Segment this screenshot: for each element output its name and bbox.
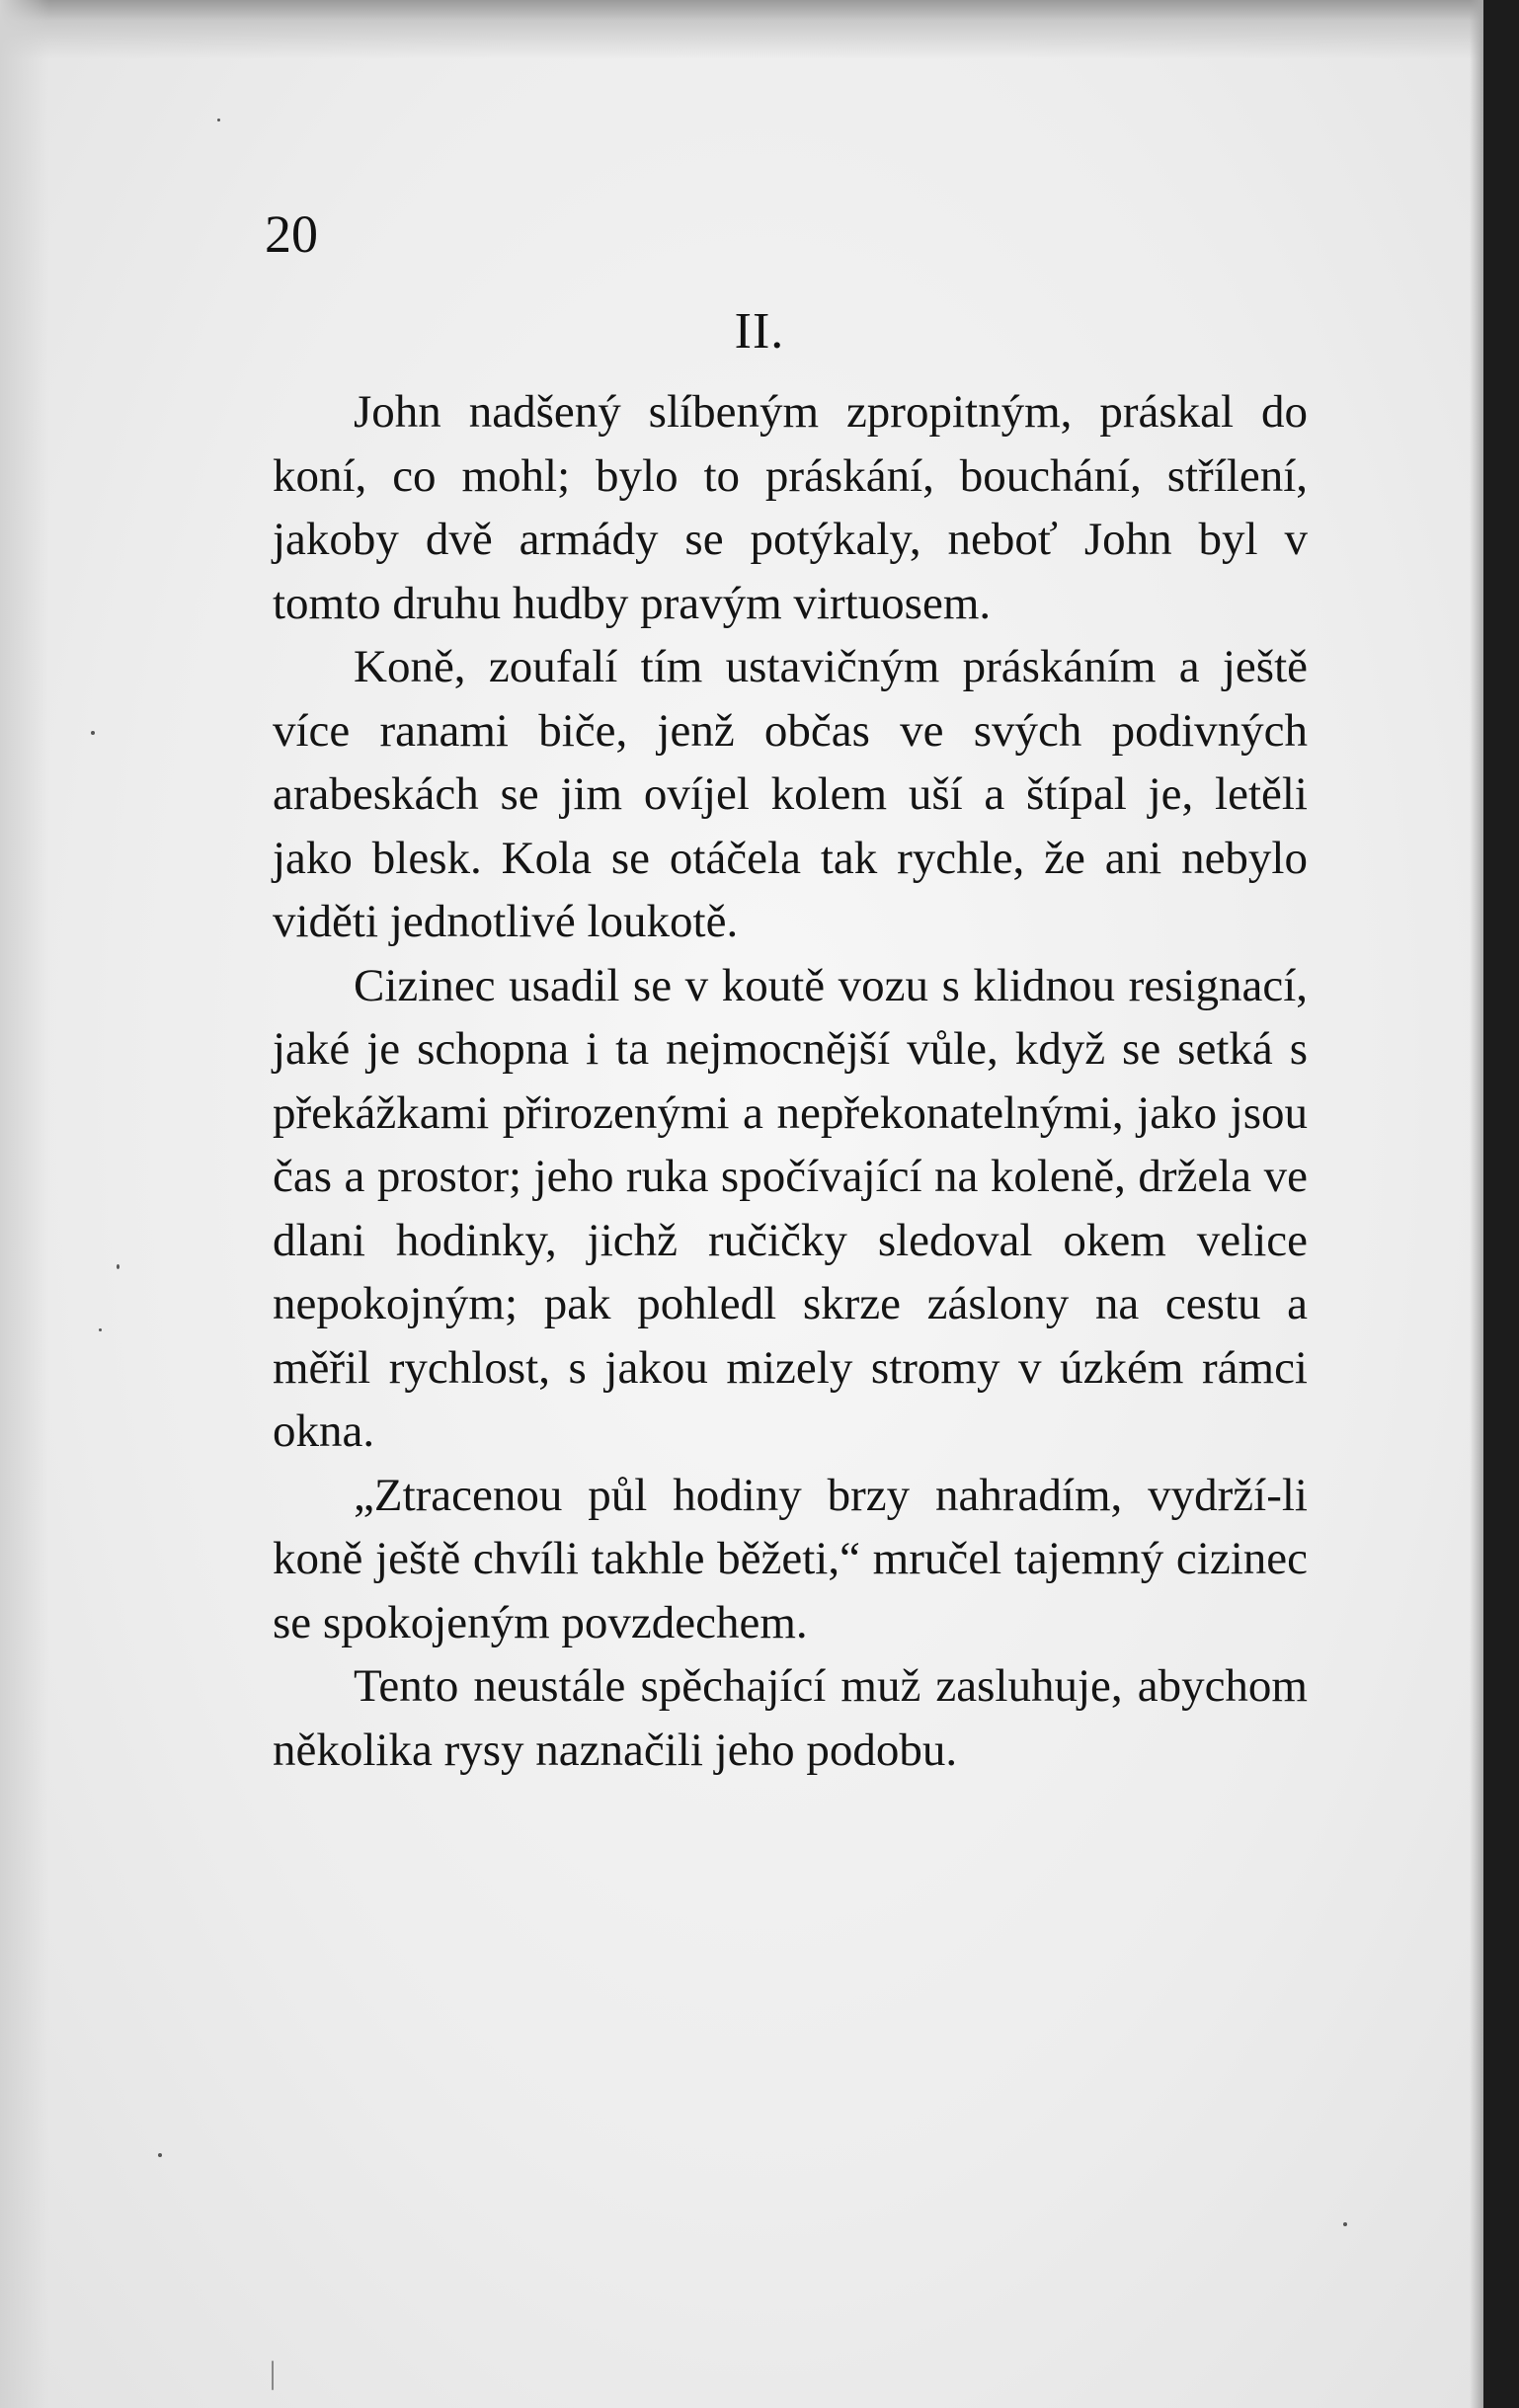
chapter-heading: II.	[734, 303, 785, 360]
scan-speck	[272, 2361, 274, 2390]
scan-left-shadow	[0, 0, 49, 2408]
page-number: 20	[265, 204, 318, 264]
paragraph: Cizinec usadil se v koutě vozu s klidnou resignací, jaké je schopna i ta nejmocnější vůle, když se setká s překážkami přirozenými a nepřekonatelnými, jako jsou čas a prostor; jeho ruka spočívající na koleně, držela ve dlani hodinky, jichž ručičky sledoval okem velice nepokojným; pak pohledl skrze záslony na cestu a měřil rychlost, s jakou mizely stromy v úzkém rámci okna.	[273, 959, 1308, 1457]
paragraph: „Ztracenou půl hodiny brzy nahradím, vydrží-li koně ještě chvíli takhle běžeti,“ mručel tajemný cizinec se spokojeným povzdechem.	[273, 1469, 1308, 1648]
scan-speck	[117, 1264, 120, 1269]
scan-right-gutter	[1470, 0, 1483, 2408]
scan-speck	[91, 731, 95, 735]
scan-speck	[1343, 2222, 1347, 2226]
scan-speck	[99, 1328, 102, 1331]
scan-top-shadow	[0, 0, 1519, 59]
paragraph: Tento neustále spěchající muž zasluhuje, abychom několika rysy naznačili jeho podobu.	[273, 1660, 1308, 1776]
scan-speck	[217, 119, 220, 121]
paragraph: Koně, zoufalí tím ustavičným práskáním a ještě více ranami biče, jenž občas ve svých podivných arabeskách se jim ovíjel kolem uší a štípal je, letěli jako blesk. Kola se otáčela tak rychle, že ani nebylo viděti jednotlivé loukotě.	[273, 641, 1308, 947]
scan-speck	[158, 2153, 162, 2157]
paragraph: John nadšený slíbeným zpropitným, práskal do koní, co mohl; bylo to práskání, bouchání, střílení, jakoby dvě armády se potýkaly, neboť John byl v tomto druhu hudby pravým virtuosem.	[273, 386, 1308, 629]
scan-right-edge	[1483, 0, 1519, 2408]
body-text	[273, 380, 1308, 1782]
